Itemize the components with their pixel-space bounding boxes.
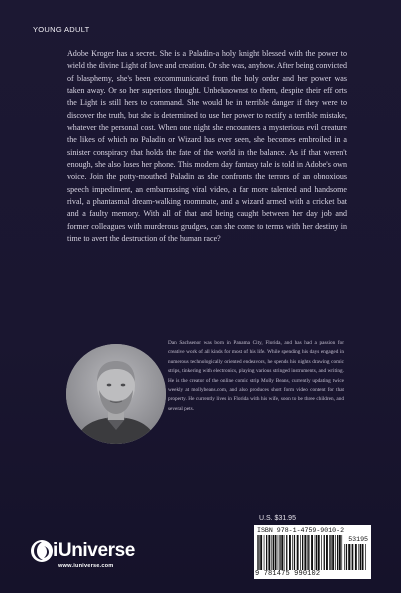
author-bio: Dan Sachsenor was born in Panama City, Florida, and has had a passion for creative work of all kinds for most of his life. While spending his days engaged in numerous technologically oriented endeavors, he spends his nights drawing comic strips, tinkering with electronics, playing various stringed instruments, and writing. He is the creator of the online comic strip Molly Beans, currently updating twice weekly at mollybeans.com, and also produces short form video content for that property. He currently lives in Florida with his wife, soon to be three children, and several pets. (168, 340, 344, 412)
price-label: U.S. $31.95 (259, 515, 296, 522)
publisher-logo (30, 539, 180, 575)
author-photo (66, 344, 166, 444)
barcode-price-code: 53195 (348, 536, 368, 543)
author-portrait-image (66, 344, 166, 444)
isbn-number: ISBN 978-1-4759-9010-2 (257, 527, 345, 534)
iuniverse-swirl-icon (30, 539, 54, 563)
category-label: YOUNG ADULT (33, 25, 90, 34)
barcode-bars-icon (257, 535, 343, 570)
book-blurb: Adobe Kroger has a secret. She is a Paladin-a holy knight blessed with the power to wield the divine Light of love and creation. Or she was, anyhow. After being convicted of blasphemy, she's been excommunicated from the holy order and her power was taken away. Or so her superiors thought. Unbeknownst to them, despite their eff orts the Light is still hers to command. She would be in terrible danger if they were to discover the truth, but she is determined to use her power to rectify a terrible mistake, whatever the personal cost. When one night she encounters a mysterious evil creature the likes of which no Paladin or Wizard has ever seen, she becomes embroiled in a sinister conspiracy that holds the fate of the world in the balance. As if that weren't enough, she also loses her phone. This modern day fantasy tale is told in Adobe's own voice. Join the potty-mouthed Paladin as she confronts the terrors of an obnoxious speech impediment, an embarrassing viral video, a far more talented and handsome rival, a phantasmal dream-walking roommate, and a wizard armed with a cricket bat and a faulty memory. With all of that and being caught between her day job and former colleagues with murderous grudges, can she come to terms with her destiny in time to avert the destruction of the human race? (67, 49, 347, 244)
isbn-barcode (254, 525, 371, 579)
publisher-brand: iUniverse (53, 540, 135, 561)
publisher-url: www.iuniverse.com (58, 563, 114, 569)
price-barcode-bars-icon (344, 544, 368, 570)
ean-digits: 9 781475 990102 (255, 570, 321, 578)
